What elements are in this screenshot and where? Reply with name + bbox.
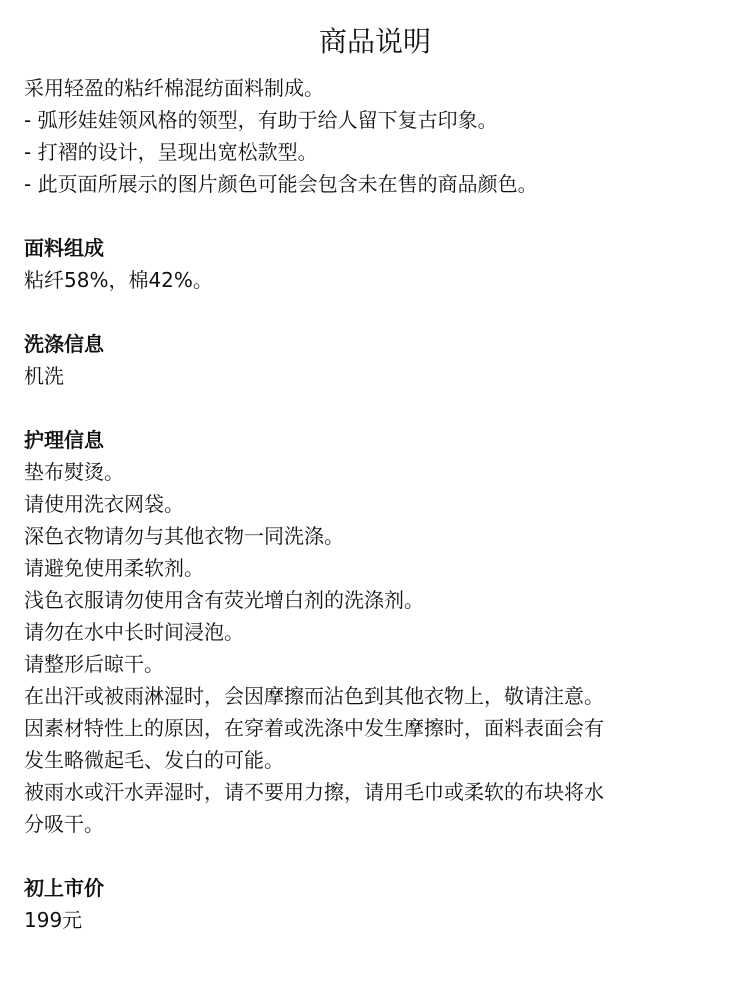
price-value: 199元 (24, 908, 83, 932)
section-line: 请整形后晾干。 (24, 652, 164, 676)
section-line: 垫布熨烫。 (24, 460, 124, 484)
section-line: 粘纤58%，棉42%。 (24, 268, 213, 292)
launch-price-section (24, 872, 726, 936)
washing-info-section (24, 328, 726, 392)
section-line: 深色衣物请勿与其他衣物一同洗涤。 (24, 524, 344, 548)
section-heading: 面料组成 (24, 236, 104, 260)
section-heading: 护理信息 (24, 428, 104, 452)
page-title: 商品说明 (318, 25, 431, 58)
intro-line: - 打褶的设计，呈现出宽松款型。 (24, 140, 318, 164)
section-line: 因素材特性上的原因，在穿着或洗涤中发生摩擦时，面料表面会有 (24, 716, 604, 740)
section-heading: 初上市价 (24, 876, 104, 900)
section-line: 浅色衣服请勿使用含有荧光增白剂的洗涤剂。 (24, 588, 424, 612)
section-line: 机洗 (24, 364, 64, 388)
intro-line: - 此页面所展示的图片颜色可能会包含未在售的商品颜色。 (24, 172, 538, 196)
intro-line: - 弧形娃娃领风格的领型，有助于给人留下复古印象。 (24, 108, 498, 132)
care-info-section (24, 424, 726, 840)
section-line: 发生略微起毛、发白的可能。 (24, 748, 284, 772)
fabric-composition-section (24, 232, 726, 296)
section-line: 在出汗或被雨淋湿时，会因摩擦而沾色到其他衣物上，敬请注意。 (24, 684, 604, 708)
section-line: 请避免使用柔软剂。 (24, 556, 204, 580)
intro-line: 采用轻盈的粘纤棉混纺面料制成。 (24, 76, 324, 100)
section-line: 被雨水或汗水弄湿时，请不要用力擦，请用毛巾或柔软的布块将水 (24, 780, 604, 804)
section-line: 分吸干。 (24, 812, 104, 836)
section-line: 请勿在水中长时间浸泡。 (24, 620, 244, 644)
section-heading: 洗涤信息 (24, 332, 104, 356)
intro-section (24, 72, 726, 200)
section-line: 请使用洗衣网袋。 (24, 492, 184, 516)
